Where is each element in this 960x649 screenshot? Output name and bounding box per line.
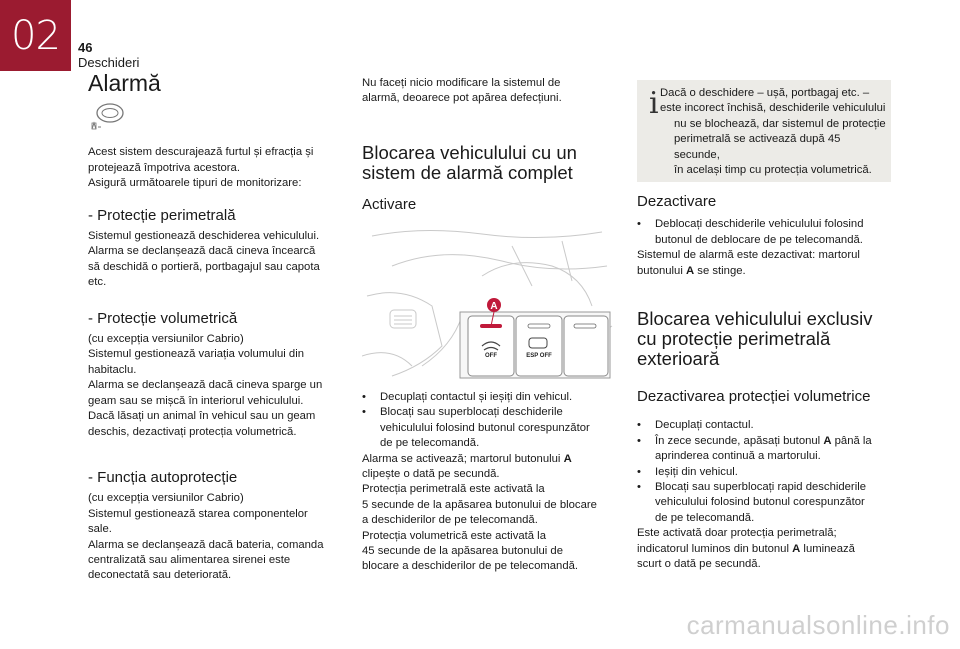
body-line: să deschidă o portieră, portbagajul sau capota	[88, 260, 320, 273]
body-line: (cu excepția versiunilor Cabrio)	[88, 492, 244, 505]
bullet-item	[637, 465, 897, 480]
autoprotect-heading: - Funcția autoprotecție	[88, 468, 238, 486]
info-box	[637, 80, 891, 182]
body-line: Este activată doar protecția perimetrală;	[637, 527, 837, 540]
body-line: a deschiderilor de pe telecomandă.	[362, 514, 538, 527]
body-line: etc.	[88, 276, 107, 289]
body-line: Alarma se declanșează dacă cineva încearcă	[88, 245, 316, 258]
info-line: perimetrală se activează după 45 secunde,	[674, 133, 841, 161]
activation-heading: Activare	[362, 195, 417, 213]
bullet-item	[637, 217, 897, 248]
info-line: este incorect închisă, deschiderile vehiculului	[660, 102, 886, 115]
button-ref: A	[792, 542, 801, 555]
bullet-line: vehiculului folosind butonul corespunzător	[655, 496, 865, 509]
info-line: Dacă o deschidere – ușă, portbagaj etc. –	[660, 87, 870, 99]
bullet-marker-icon: •	[637, 481, 641, 494]
button-ref: A	[563, 452, 572, 465]
page-number: 46	[78, 40, 93, 55]
section-heading: exterioară	[637, 348, 720, 370]
watermark: carmanualsonline.info	[686, 610, 950, 640]
info-line: în același timp cu protecția volumetrică.	[674, 164, 872, 177]
vol-deact-heading: Dezactivarea protecției volumetrice	[637, 388, 871, 406]
body-line	[637, 264, 897, 279]
bullet-item	[362, 405, 622, 451]
bullet-marker-icon: •	[637, 218, 641, 231]
body-line: Alarma se declanșează dacă cineva sparge un	[88, 379, 323, 392]
intro-line: protejează împotriva acestora.	[88, 161, 240, 174]
esp-off-label: ESP OFF	[526, 353, 552, 359]
body-line: habitaclu.	[88, 363, 137, 376]
text: până la	[831, 434, 872, 447]
body-line: scurt o dată pe secundă.	[637, 558, 761, 571]
button-ref: A	[823, 434, 832, 447]
bullet-marker-icon: •	[637, 465, 641, 478]
bullet-line: Blocați sau superblocați deschiderile	[380, 406, 563, 419]
bullet-item	[637, 418, 897, 433]
bullet-line: de pe telecomandă.	[655, 511, 755, 524]
text: Alarma se activează; martorul butonului	[362, 452, 564, 465]
bullet-line: aprinderea continuă a martorului.	[655, 450, 821, 463]
bullet-item	[362, 390, 622, 405]
middle-column	[362, 76, 622, 212]
chapter-number: 02	[11, 12, 60, 59]
section-heading: sistem de alarmă complet	[362, 161, 573, 183]
text: butonului	[637, 264, 686, 277]
section-heading: cu protecție perimetrală	[637, 328, 831, 350]
right-column	[637, 194, 897, 573]
warning-line: alarmă, deoarece pot apărea defecțiuni.	[362, 92, 562, 105]
body-line: blocare a deschiderilor de pe telecomandă.	[362, 560, 579, 573]
section-name: Deschideri	[78, 55, 140, 70]
info-text	[660, 86, 888, 178]
text: indicatorul luminos din butonul	[637, 542, 793, 555]
body-line: centralizată sau alimentarea sirenei este	[88, 553, 291, 566]
text: luminează	[800, 542, 855, 555]
left-column	[88, 70, 350, 584]
body-line	[362, 452, 622, 467]
steering-wheel-icon	[88, 99, 128, 133]
bullet-line: Ieșiți din vehicul.	[655, 465, 738, 478]
body-line: Sistemul gestionează deschiderea vehiculului.	[88, 230, 320, 243]
bullet-line: de pe telecomandă.	[380, 437, 480, 450]
body-line: clipește o dată pe secundă.	[362, 468, 500, 481]
body-line: (cu excepția versiunilor Cabrio)	[88, 333, 244, 346]
body-line: deschis, dezactivați protecția volumetrică.	[88, 425, 297, 438]
section-heading: Blocarea vehiculului exclusiv	[637, 308, 873, 330]
bullet-line: Decuplați contactul și ieșiți din vehicul.	[380, 391, 573, 403]
body-line: deconectată sau deteriorată.	[88, 569, 232, 582]
body-line: Alarma se declanșează dacă bateria, comanda	[88, 538, 324, 551]
intro-line: Acest sistem descurajează furtul și efracția și	[88, 146, 314, 159]
body-line: 45 secunde de la apăsarea butonului de	[362, 545, 563, 558]
text: În zece secunde, apăsați butonul	[655, 434, 824, 447]
bullet-marker-icon: •	[637, 434, 641, 447]
bullet-line: butonul de deblocare de pe telecomandă.	[655, 233, 863, 246]
body-line: Protecția volumetrică este activată la	[362, 529, 546, 542]
bullet-marker-icon: •	[362, 406, 366, 419]
body-line: geam sau se mișcă în interiorul vehiculului.	[88, 394, 304, 407]
deactivation-heading: Dezactivare	[637, 193, 717, 210]
bullet-marker-icon: •	[637, 419, 641, 432]
body-line: Sistemul gestionează starea componentelor	[88, 507, 308, 520]
body-line: Sistemul de alarmă este dezactivat: martorul	[637, 249, 860, 262]
bullet-line: Deblocați deschiderile vehiculului folosind	[655, 218, 864, 231]
bullet-line: vehiculului folosind butonul corespunzător	[380, 421, 590, 434]
info-icon: i	[649, 86, 659, 121]
chapter-tab	[0, 0, 71, 71]
button-ref: A	[686, 264, 695, 277]
bullet-line: Decuplați contactul.	[655, 419, 754, 432]
perimetral-heading: - Protecție perimetrală	[88, 206, 236, 224]
body-line: Sistemul gestionează variația volumului din	[88, 348, 305, 361]
section-heading: Blocarea vehiculului cu un	[362, 141, 577, 163]
callout-a: A	[490, 301, 498, 312]
text: se stinge.	[694, 264, 746, 277]
bullet-line: Blocați sau superblocați rapid deschiderile	[655, 481, 866, 494]
bullet-item	[637, 480, 897, 526]
body-line: Protecția perimetrală este activată la	[362, 483, 545, 496]
bullet-marker-icon: •	[362, 391, 366, 403]
alarm-button-figure	[362, 226, 614, 382]
bullet-item	[637, 434, 897, 465]
warning-line: Nu faceți nicio modificare la sistemul de	[362, 77, 561, 89]
body-line: 5 secunde de la apăsarea butonului de blocare	[362, 498, 597, 511]
bullet-line	[655, 434, 897, 449]
body-line: Dacă lăsați un animal în vehicul sau un geam	[88, 410, 316, 423]
info-line: nu se blochează, dar sistemul de protecție	[674, 117, 886, 130]
page-title: Alarmă	[88, 70, 161, 96]
body-line: sale.	[88, 523, 112, 536]
body-line	[637, 542, 897, 557]
volumetric-heading: - Protecție volumetrică	[88, 309, 238, 327]
btn1-label: OFF	[485, 353, 497, 359]
intro-line: Asigură următoarele tipuri de monitorizare:	[88, 177, 302, 190]
middle-lower	[362, 390, 622, 575]
